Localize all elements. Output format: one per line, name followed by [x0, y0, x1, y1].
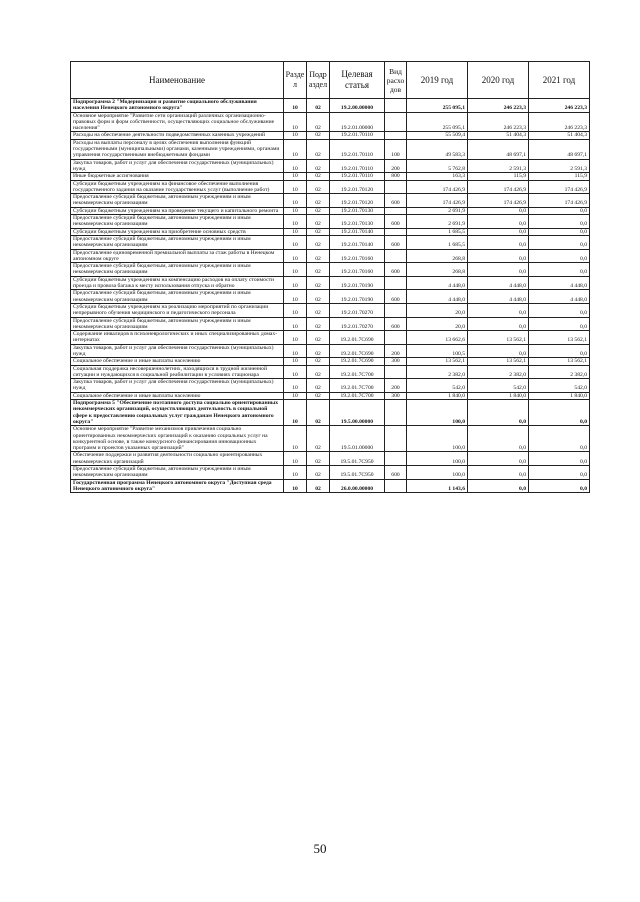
row-name: Субсидии бюджетным учреждениям на проведение текущего и капитального ремонта [71, 207, 284, 214]
row-value-2019: 255 095,1 [407, 112, 468, 132]
row-name: Предоставление субсидий бюджетным, автономным учреждениям и иным некоммерческим организациям [71, 466, 284, 480]
row-expense-type [385, 249, 407, 263]
row-value-2019: 13 562,1 [407, 358, 468, 365]
table-row [71, 139, 590, 159]
table-row [71, 331, 590, 345]
row-subsection: 02 [307, 276, 330, 290]
table-row [71, 379, 590, 393]
row-subsection: 02 [307, 173, 330, 180]
row-section: 10 [284, 215, 307, 229]
row-value-2019: 268,8 [407, 263, 468, 277]
row-target: 19.2.00.00000 [330, 99, 385, 113]
row-expense-type [385, 276, 407, 290]
row-value-2020: 174 426,9 [468, 180, 529, 194]
row-value-2019: 13 662,6 [407, 331, 468, 345]
row-section: 10 [284, 276, 307, 290]
row-value-2021: 0,0 [529, 452, 590, 466]
row-expense-type: 200 [385, 344, 407, 358]
col-name-header: Наименование [71, 62, 284, 99]
row-target: 19.2.01.70110 [330, 132, 385, 139]
row-target: 19.2.01.70190 [330, 276, 385, 290]
table-row [71, 426, 590, 452]
table-row [71, 194, 590, 208]
row-expense-type [385, 400, 407, 426]
row-target: 26.0.00.00000 [330, 479, 385, 493]
row-expense-type: 600 [385, 466, 407, 480]
row-section: 10 [284, 112, 307, 132]
row-subsection: 02 [307, 215, 330, 229]
row-target: 19.2.01.70130 [330, 215, 385, 229]
row-expense-type [385, 479, 407, 493]
row-subsection: 02 [307, 479, 330, 493]
row-value-2021: 0,0 [529, 207, 590, 214]
table-row [71, 290, 590, 304]
row-target: 19.2.01.00000 [330, 112, 385, 132]
row-section: 10 [284, 358, 307, 365]
row-value-2021: 2 382,0 [529, 365, 590, 379]
header-row [71, 62, 590, 99]
row-subsection: 02 [307, 392, 330, 399]
row-name: Основное мероприятие "Развитие сети организаций различных организационно-правовых форм и форм собственности, осуществляющих социальное обслуживание населения" [71, 112, 284, 132]
row-value-2021: 0,0 [529, 479, 590, 493]
row-value-2020: 174 426,9 [468, 194, 529, 208]
row-name: Расходы на обеспечение деятельности подведомственных казенных учреждений [71, 132, 284, 139]
row-value-2020: 0,0 [468, 344, 529, 358]
row-value-2021: 4 448,0 [529, 290, 590, 304]
row-section: 10 [284, 365, 307, 379]
row-expense-type [385, 99, 407, 113]
row-subsection: 02 [307, 194, 330, 208]
row-value-2021: 0,0 [529, 400, 590, 426]
row-value-2020: 0,0 [468, 249, 529, 263]
row-value-2019: 55 509,4 [407, 132, 468, 139]
row-expense-type [385, 452, 407, 466]
row-value-2019: 100,0 [407, 452, 468, 466]
row-section: 10 [284, 426, 307, 452]
row-target: 19.2.01.7С690 [330, 344, 385, 358]
row-value-2019: 1 685,5 [407, 235, 468, 249]
page-number: 50 [313, 841, 327, 856]
row-value-2021: 51 404,3 [529, 132, 590, 139]
row-value-2021: 0,0 [529, 235, 590, 249]
table-row [71, 228, 590, 235]
row-subsection: 02 [307, 400, 330, 426]
row-section: 10 [284, 194, 307, 208]
col-target-header: Целевая статья [330, 62, 385, 99]
row-section: 10 [284, 317, 307, 331]
row-target: 19.5.01.7С950 [330, 466, 385, 480]
row-section: 10 [284, 207, 307, 214]
row-value-2020: 1 840,0 [468, 392, 529, 399]
row-value-2021: 0,0 [529, 303, 590, 317]
row-value-2020: 246 223,3 [468, 99, 529, 113]
row-target: 19.2.01.70140 [330, 228, 385, 235]
row-target: 19.2.01.70160 [330, 263, 385, 277]
row-value-2020: 0,0 [468, 426, 529, 452]
row-target: 19.2.01.70110 [330, 159, 385, 173]
table-row [71, 400, 590, 426]
row-value-2021: 1 840,0 [529, 392, 590, 399]
row-section: 10 [284, 400, 307, 426]
row-expense-type [385, 112, 407, 132]
row-name: Субсидии бюджетным учреждениям на приобретение основных средств [71, 228, 284, 235]
row-expense-type: 100 [385, 139, 407, 159]
row-expense-type [385, 180, 407, 194]
row-section: 10 [284, 132, 307, 139]
row-value-2019: 2 382,0 [407, 365, 468, 379]
table-row [71, 132, 590, 139]
row-value-2019: 163,3 [407, 173, 468, 180]
row-expense-type: 600 [385, 317, 407, 331]
row-value-2019: 1 685,5 [407, 228, 468, 235]
row-expense-type [385, 331, 407, 345]
row-value-2020: 115,9 [468, 173, 529, 180]
col-2019-header: 2019 год [407, 62, 468, 99]
row-value-2019: 174 426,9 [407, 194, 468, 208]
row-value-2019: 2 691,9 [407, 207, 468, 214]
row-target: 19.2.01.70140 [330, 235, 385, 249]
row-name: Предоставление субсидий бюджетным, автономным учреждениям и иным некоммерческим организациям [71, 215, 284, 229]
row-expense-type: 600 [385, 290, 407, 304]
row-name: Содержание инвалидов в психоневрологических и иных специализированных домах-интернатах [71, 331, 284, 345]
row-subsection: 02 [307, 426, 330, 452]
row-value-2021: 246 223,3 [529, 112, 590, 132]
row-section: 10 [284, 466, 307, 480]
row-target: 19.2.01.70270 [330, 317, 385, 331]
row-expense-type [385, 207, 407, 214]
row-name: Предоставление субсидий бюджетным, автономным учреждениям и иным некоммерческим организациям [71, 317, 284, 331]
row-name: Закупка товаров, работ и услуг для обеспечения государственных (муниципальных) нужд [71, 159, 284, 173]
table-row [71, 452, 590, 466]
row-expense-type: 200 [385, 379, 407, 393]
row-value-2021: 0,0 [529, 426, 590, 452]
budget-table [70, 61, 590, 493]
row-subsection: 02 [307, 379, 330, 393]
row-expense-type: 600 [385, 263, 407, 277]
row-subsection: 02 [307, 228, 330, 235]
row-expense-type: 800 [385, 173, 407, 180]
row-value-2021: 13 562,1 [529, 331, 590, 345]
row-section: 10 [284, 159, 307, 173]
row-target: 19.5.01.00000 [330, 426, 385, 452]
row-value-2019: 1 840,0 [407, 392, 468, 399]
row-subsection: 02 [307, 159, 330, 173]
row-section: 10 [284, 392, 307, 399]
row-value-2019: 100,0 [407, 466, 468, 480]
row-value-2020: 0,0 [468, 235, 529, 249]
row-value-2019: 1 143,6 [407, 479, 468, 493]
row-target: 19.2.01.70270 [330, 303, 385, 317]
row-name: Предоставление субсидий бюджетным, автономным учреждениям и иным некоммерческим организациям [71, 263, 284, 277]
row-target: 19.2.01.70110 [330, 139, 385, 159]
row-value-2020: 0,0 [468, 400, 529, 426]
row-target: 19.2.01.7С700 [330, 392, 385, 399]
row-name: Государственная программа Ненецкого автономного округа "Доступная среда Ненецкого автономного округа" [71, 479, 284, 493]
row-value-2019: 4 448,0 [407, 290, 468, 304]
row-subsection: 02 [307, 317, 330, 331]
row-subsection: 02 [307, 112, 330, 132]
row-value-2020: 0,0 [468, 263, 529, 277]
col-section-header: Разде л [284, 62, 307, 99]
row-expense-type: 600 [385, 194, 407, 208]
row-value-2021: 174 426,9 [529, 180, 590, 194]
row-name: Субсидии бюджетным учреждениям на компенсацию расходов на оплату стоимости проезда и провоза багажа к месту использования отпуска и обратно [71, 276, 284, 290]
row-value-2020: 13 562,1 [468, 331, 529, 345]
row-expense-type: 300 [385, 392, 407, 399]
table-row [71, 99, 590, 113]
row-name: Предоставление субсидий бюджетным, автономным учреждениям и иным некоммерческим организациям [71, 290, 284, 304]
row-section: 10 [284, 452, 307, 466]
row-expense-type: 600 [385, 235, 407, 249]
table-row [71, 215, 590, 229]
row-name: Расходы на выплаты персоналу в целях обеспечения выполнения функций государственными (муниципальными) органами, казенными учреждениями, органами управления государственными внебюджетными фондами [71, 139, 284, 159]
row-value-2019: 100,0 [407, 426, 468, 452]
row-value-2019: 268,8 [407, 249, 468, 263]
row-name: Основное мероприятие "Развитие механизмов привлечения социально ориентированных некоммерческих организаций к оказанию социальных услуг на конкурентной основе, в также конкурсного финансирования инновационных программ и проектов указанных организаций" [71, 426, 284, 452]
row-section: 10 [284, 331, 307, 345]
row-value-2019: 255 095,1 [407, 99, 468, 113]
row-target: 19.5.00.00000 [330, 400, 385, 426]
row-value-2021: 2 591,3 [529, 159, 590, 173]
row-value-2020: 4 448,0 [468, 290, 529, 304]
row-subsection: 02 [307, 358, 330, 365]
row-target: 19.2.01.70160 [330, 249, 385, 263]
row-name: Субсидии бюджетным учреждениям на реализацию мероприятий по организации непрерывного обучения медицинского и педагогического персонала [71, 303, 284, 317]
row-name: Подпрограмма 2 "Модернизация и развитие социального обслуживания населения Ненецкого автономного округа" [71, 99, 284, 113]
row-section: 10 [284, 379, 307, 393]
row-value-2020: 0,0 [468, 466, 529, 480]
row-subsection: 02 [307, 331, 330, 345]
row-value-2020: 0,0 [468, 215, 529, 229]
row-target: 19.2.01.7С690 [330, 358, 385, 365]
row-value-2019: 5 762,8 [407, 159, 468, 173]
table-row [71, 249, 590, 263]
row-subsection: 02 [307, 466, 330, 480]
row-subsection: 02 [307, 249, 330, 263]
table-row [71, 173, 590, 180]
row-value-2021: 542,0 [529, 379, 590, 393]
row-target: 19.2.01.70130 [330, 207, 385, 214]
row-name: Иные бюджетные ассигнования [71, 173, 284, 180]
row-expense-type [385, 303, 407, 317]
row-value-2021: 4 448,0 [529, 276, 590, 290]
row-value-2021: 0,0 [529, 344, 590, 358]
row-subsection: 02 [307, 139, 330, 159]
row-value-2021: 0,0 [529, 317, 590, 331]
row-value-2020: 13 562,1 [468, 358, 529, 365]
row-value-2020: 2 591,3 [468, 159, 529, 173]
row-target: 19.2.01.70110 [330, 173, 385, 180]
row-value-2020: 48 697,1 [468, 139, 529, 159]
row-target: 19.2.01.7С700 [330, 365, 385, 379]
row-value-2021: 115,9 [529, 173, 590, 180]
row-subsection: 02 [307, 452, 330, 466]
row-value-2019: 20,0 [407, 317, 468, 331]
col-2021-header: 2021 год [529, 62, 590, 99]
row-section: 10 [284, 99, 307, 113]
row-expense-type [385, 132, 407, 139]
row-name: Закупка товаров, работ и услуг для обеспечения государственных (муниципальных) нужд [71, 379, 284, 393]
row-subsection: 02 [307, 180, 330, 194]
row-value-2021: 0,0 [529, 228, 590, 235]
row-subsection: 02 [307, 235, 330, 249]
row-target: 19.2.01.7С690 [330, 331, 385, 345]
row-value-2020: 246 223,3 [468, 112, 529, 132]
table-row [71, 344, 590, 358]
row-name: Социальное обеспечение и иные выплаты населению [71, 358, 284, 365]
row-name: Предоставление субсидий бюджетным, автономным учреждениям и иным некоммерческим организациям [71, 235, 284, 249]
row-section: 10 [284, 235, 307, 249]
row-section: 10 [284, 139, 307, 159]
row-value-2019: 542,0 [407, 379, 468, 393]
row-name: Социальное обеспечение и иные выплаты населению [71, 392, 284, 399]
row-target: 19.5.01.7С950 [330, 452, 385, 466]
row-section: 10 [284, 263, 307, 277]
row-value-2020: 0,0 [468, 479, 529, 493]
row-value-2019: 174 426,9 [407, 180, 468, 194]
row-value-2019: 20,0 [407, 303, 468, 317]
row-value-2021: 0,0 [529, 466, 590, 480]
table-row [71, 303, 590, 317]
row-section: 10 [284, 479, 307, 493]
row-value-2019: 100,5 [407, 344, 468, 358]
row-value-2020: 0,0 [468, 303, 529, 317]
row-subsection: 02 [307, 303, 330, 317]
row-value-2021: 48 697,1 [529, 139, 590, 159]
col-subsection-header: Подр аздел [307, 62, 330, 99]
table-row [71, 207, 590, 214]
row-value-2019: 100,0 [407, 400, 468, 426]
row-expense-type: 300 [385, 358, 407, 365]
row-expense-type: 600 [385, 215, 407, 229]
row-value-2020: 0,0 [468, 452, 529, 466]
row-target: 19.2.01.7С700 [330, 379, 385, 393]
row-value-2019: 2 691,9 [407, 215, 468, 229]
row-value-2020: 0,0 [468, 207, 529, 214]
row-value-2020: 0,0 [468, 228, 529, 235]
row-value-2021: 0,0 [529, 215, 590, 229]
row-target: 19.2.01.70120 [330, 194, 385, 208]
row-subsection: 02 [307, 99, 330, 113]
row-subsection: 02 [307, 207, 330, 214]
row-name: Подпрограмма 5 "Обеспечение поэтапного доступа социально ориентированных некоммерческих организаций, осуществляющих деятельность в социальной сфере к предоставлению социальных услуг гражданам Ненецкого автономного округа" [71, 400, 284, 426]
row-subsection: 02 [307, 132, 330, 139]
table-row [71, 392, 590, 399]
row-expense-type [385, 365, 407, 379]
row-value-2020: 4 448,0 [468, 276, 529, 290]
row-section: 10 [284, 249, 307, 263]
row-name: Субсидии бюджетным учреждениям на финансовое обеспечение выполнения государственного задания на оказание государственных услуг (выполнение работ) [71, 180, 284, 194]
row-value-2021: 174 426,9 [529, 194, 590, 208]
table-row [71, 317, 590, 331]
row-section: 10 [284, 303, 307, 317]
row-value-2021: 246 223,3 [529, 99, 590, 113]
table-row [71, 365, 590, 379]
row-name: Социальная поддержка несовершеннолетних, находящихся в трудной жизненной ситуации и нуждающихся в социальной реабилитации в условиях стационара [71, 365, 284, 379]
row-value-2020: 51 404,3 [468, 132, 529, 139]
row-value-2019: 49 583,3 [407, 139, 468, 159]
row-expense-type [385, 228, 407, 235]
row-section: 10 [284, 290, 307, 304]
row-value-2021: 0,0 [529, 249, 590, 263]
table-row [71, 276, 590, 290]
row-name: Предоставление единовременной премиальной выплаты за стаж работы в Ненецком автономном округе [71, 249, 284, 263]
row-target: 19.2.01.70120 [330, 180, 385, 194]
table-row [71, 235, 590, 249]
row-name: Предоставление субсидий бюджетным, автономным учреждениям и иным некоммерческим организациям [71, 194, 284, 208]
table-row [71, 479, 590, 493]
row-value-2020: 0,0 [468, 317, 529, 331]
row-section: 10 [284, 173, 307, 180]
table-row [71, 180, 590, 194]
row-target: 19.2.01.70190 [330, 290, 385, 304]
row-value-2020: 2 382,0 [468, 365, 529, 379]
row-value-2021: 13 562,1 [529, 358, 590, 365]
row-subsection: 02 [307, 365, 330, 379]
table-row [71, 263, 590, 277]
table-row [71, 466, 590, 480]
row-section: 10 [284, 180, 307, 194]
row-name: Обеспечение поддержки и развития деятельности социально ориентированных некоммерческих организаций [71, 452, 284, 466]
row-name: Закупка товаров, работ и услуг для обеспечения государственных (муниципальных) нужд [71, 344, 284, 358]
row-value-2020: 542,0 [468, 379, 529, 393]
table-row [71, 112, 590, 132]
table-row [71, 358, 590, 365]
row-expense-type [385, 426, 407, 452]
col-type-header: Вид расхо дов [385, 62, 407, 99]
col-2020-header: 2020 год [468, 62, 529, 99]
row-value-2021: 0,0 [529, 263, 590, 277]
table-row [71, 159, 590, 173]
row-section: 10 [284, 228, 307, 235]
row-expense-type: 200 [385, 159, 407, 173]
row-section: 10 [284, 344, 307, 358]
row-subsection: 02 [307, 290, 330, 304]
row-subsection: 02 [307, 344, 330, 358]
row-subsection: 02 [307, 263, 330, 277]
row-value-2019: 4 448,0 [407, 276, 468, 290]
